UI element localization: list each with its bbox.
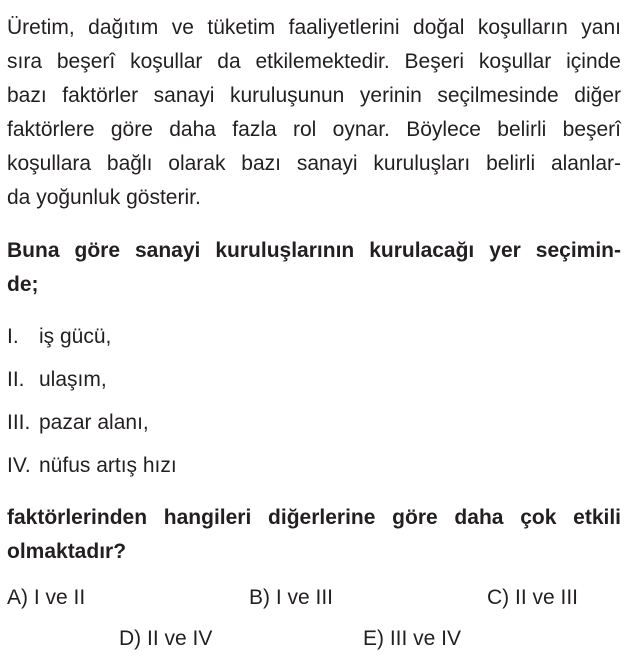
item-text: ulaşım,: [39, 368, 107, 391]
item-text: iş gücü,: [39, 325, 112, 348]
item-number: IV.: [7, 454, 31, 477]
item-number: I.: [7, 325, 19, 348]
passage-line: Üretim, dağıtım ve tüketim faaliyetlerini doğal koşulların yanı: [7, 16, 621, 39]
option-d[interactable]: D) II ve IV: [119, 627, 213, 650]
item-number: II.: [7, 368, 25, 391]
item-text: nüfus artış hızı: [39, 454, 177, 477]
passage-line: bazı faktörler sanayi kuruluşunun yerinin seçilmesinde diğer: [7, 84, 621, 107]
passage-line: koşullara bağlı olarak bazı sanayi kuruluşları belirli alanlar-: [7, 152, 621, 175]
passage-line: sıra beşerî koşullar da etkilemektedir. Beşeri koşullar içinde: [7, 50, 621, 73]
list-item: [7, 367, 107, 393]
prompt-line: faktörlerinden hangileri diğerlerine göre daha çok etkili: [7, 506, 621, 529]
passage-line: da yoğunluk gösterir.: [7, 186, 201, 209]
question-line: Buna göre sanayi kuruluşlarının kurulacağı yer seçimin-: [7, 239, 621, 262]
list-item: [7, 324, 111, 350]
option-b[interactable]: B) I ve III: [249, 586, 334, 609]
option-c[interactable]: C) II ve III: [487, 586, 579, 609]
question-line: de;: [7, 273, 39, 296]
item-text: pazar alanı,: [39, 411, 149, 434]
option-a[interactable]: A) I ve II: [7, 586, 86, 609]
prompt-line: olmaktadır?: [7, 540, 127, 563]
passage-line: faktörlere göre daha fazla rol oynar. Böylece belirli beşerî: [7, 118, 621, 141]
option-e[interactable]: E) III ve IV: [363, 627, 462, 650]
list-item: [7, 453, 177, 479]
list-item: [7, 410, 149, 436]
item-number: III.: [7, 411, 31, 434]
